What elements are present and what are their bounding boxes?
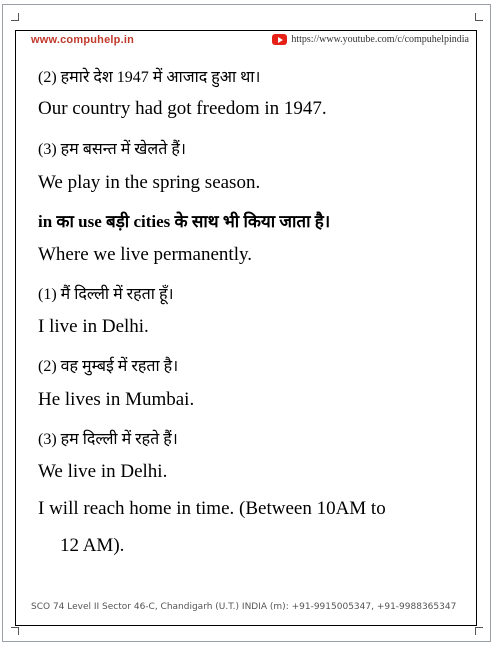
youtube-play-icon (272, 34, 287, 45)
text-line: 12 AM). (60, 535, 125, 556)
page-footer: SCO 74 Level II Sector 46-C, Chandigarh (U.T.) INDIA (m): +91-9915005347, +91-9988365347 (31, 602, 457, 612)
crop-mark-top-right (475, 13, 483, 21)
text-line: Where we live permanently. (38, 244, 253, 265)
site-link[interactable]: www.compuhelp.in (31, 34, 135, 46)
text-line: I live in Delhi. (38, 316, 149, 337)
text-line: (3) हम बसन्त में खेलते हैं। (38, 141, 186, 158)
text-line: Our country had got freedom in 1947. (38, 98, 327, 119)
text-line: I will reach home in time. (Between 10AM to (38, 498, 386, 519)
text-line: (1) मैं दिल्ली में रहता हूँ। (38, 286, 174, 303)
youtube-link[interactable] (272, 34, 469, 45)
text-line: (3) हम दिल्ली में रहते हैं। (38, 431, 178, 448)
crop-mark-bottom-right (475, 627, 483, 635)
text-line: (2) वह मुम्बई में रहता है। (38, 358, 179, 375)
text-line: in का use बड़ी cities के साथ भी किया जाता है। (38, 212, 331, 231)
crop-mark-top-left (11, 13, 19, 21)
text-line: (2) हमारे देश 1947 में आजाद हुआ था। (38, 69, 261, 86)
text-line: He lives in Mumbai. (38, 389, 195, 410)
youtube-url: https://www.youtube.com/c/compuhelpindia (291, 34, 469, 45)
text-line: We play in the spring season. (38, 172, 261, 193)
text-line: We live in Delhi. (38, 461, 168, 482)
page-header (31, 34, 471, 50)
crop-mark-bottom-left (11, 627, 19, 635)
